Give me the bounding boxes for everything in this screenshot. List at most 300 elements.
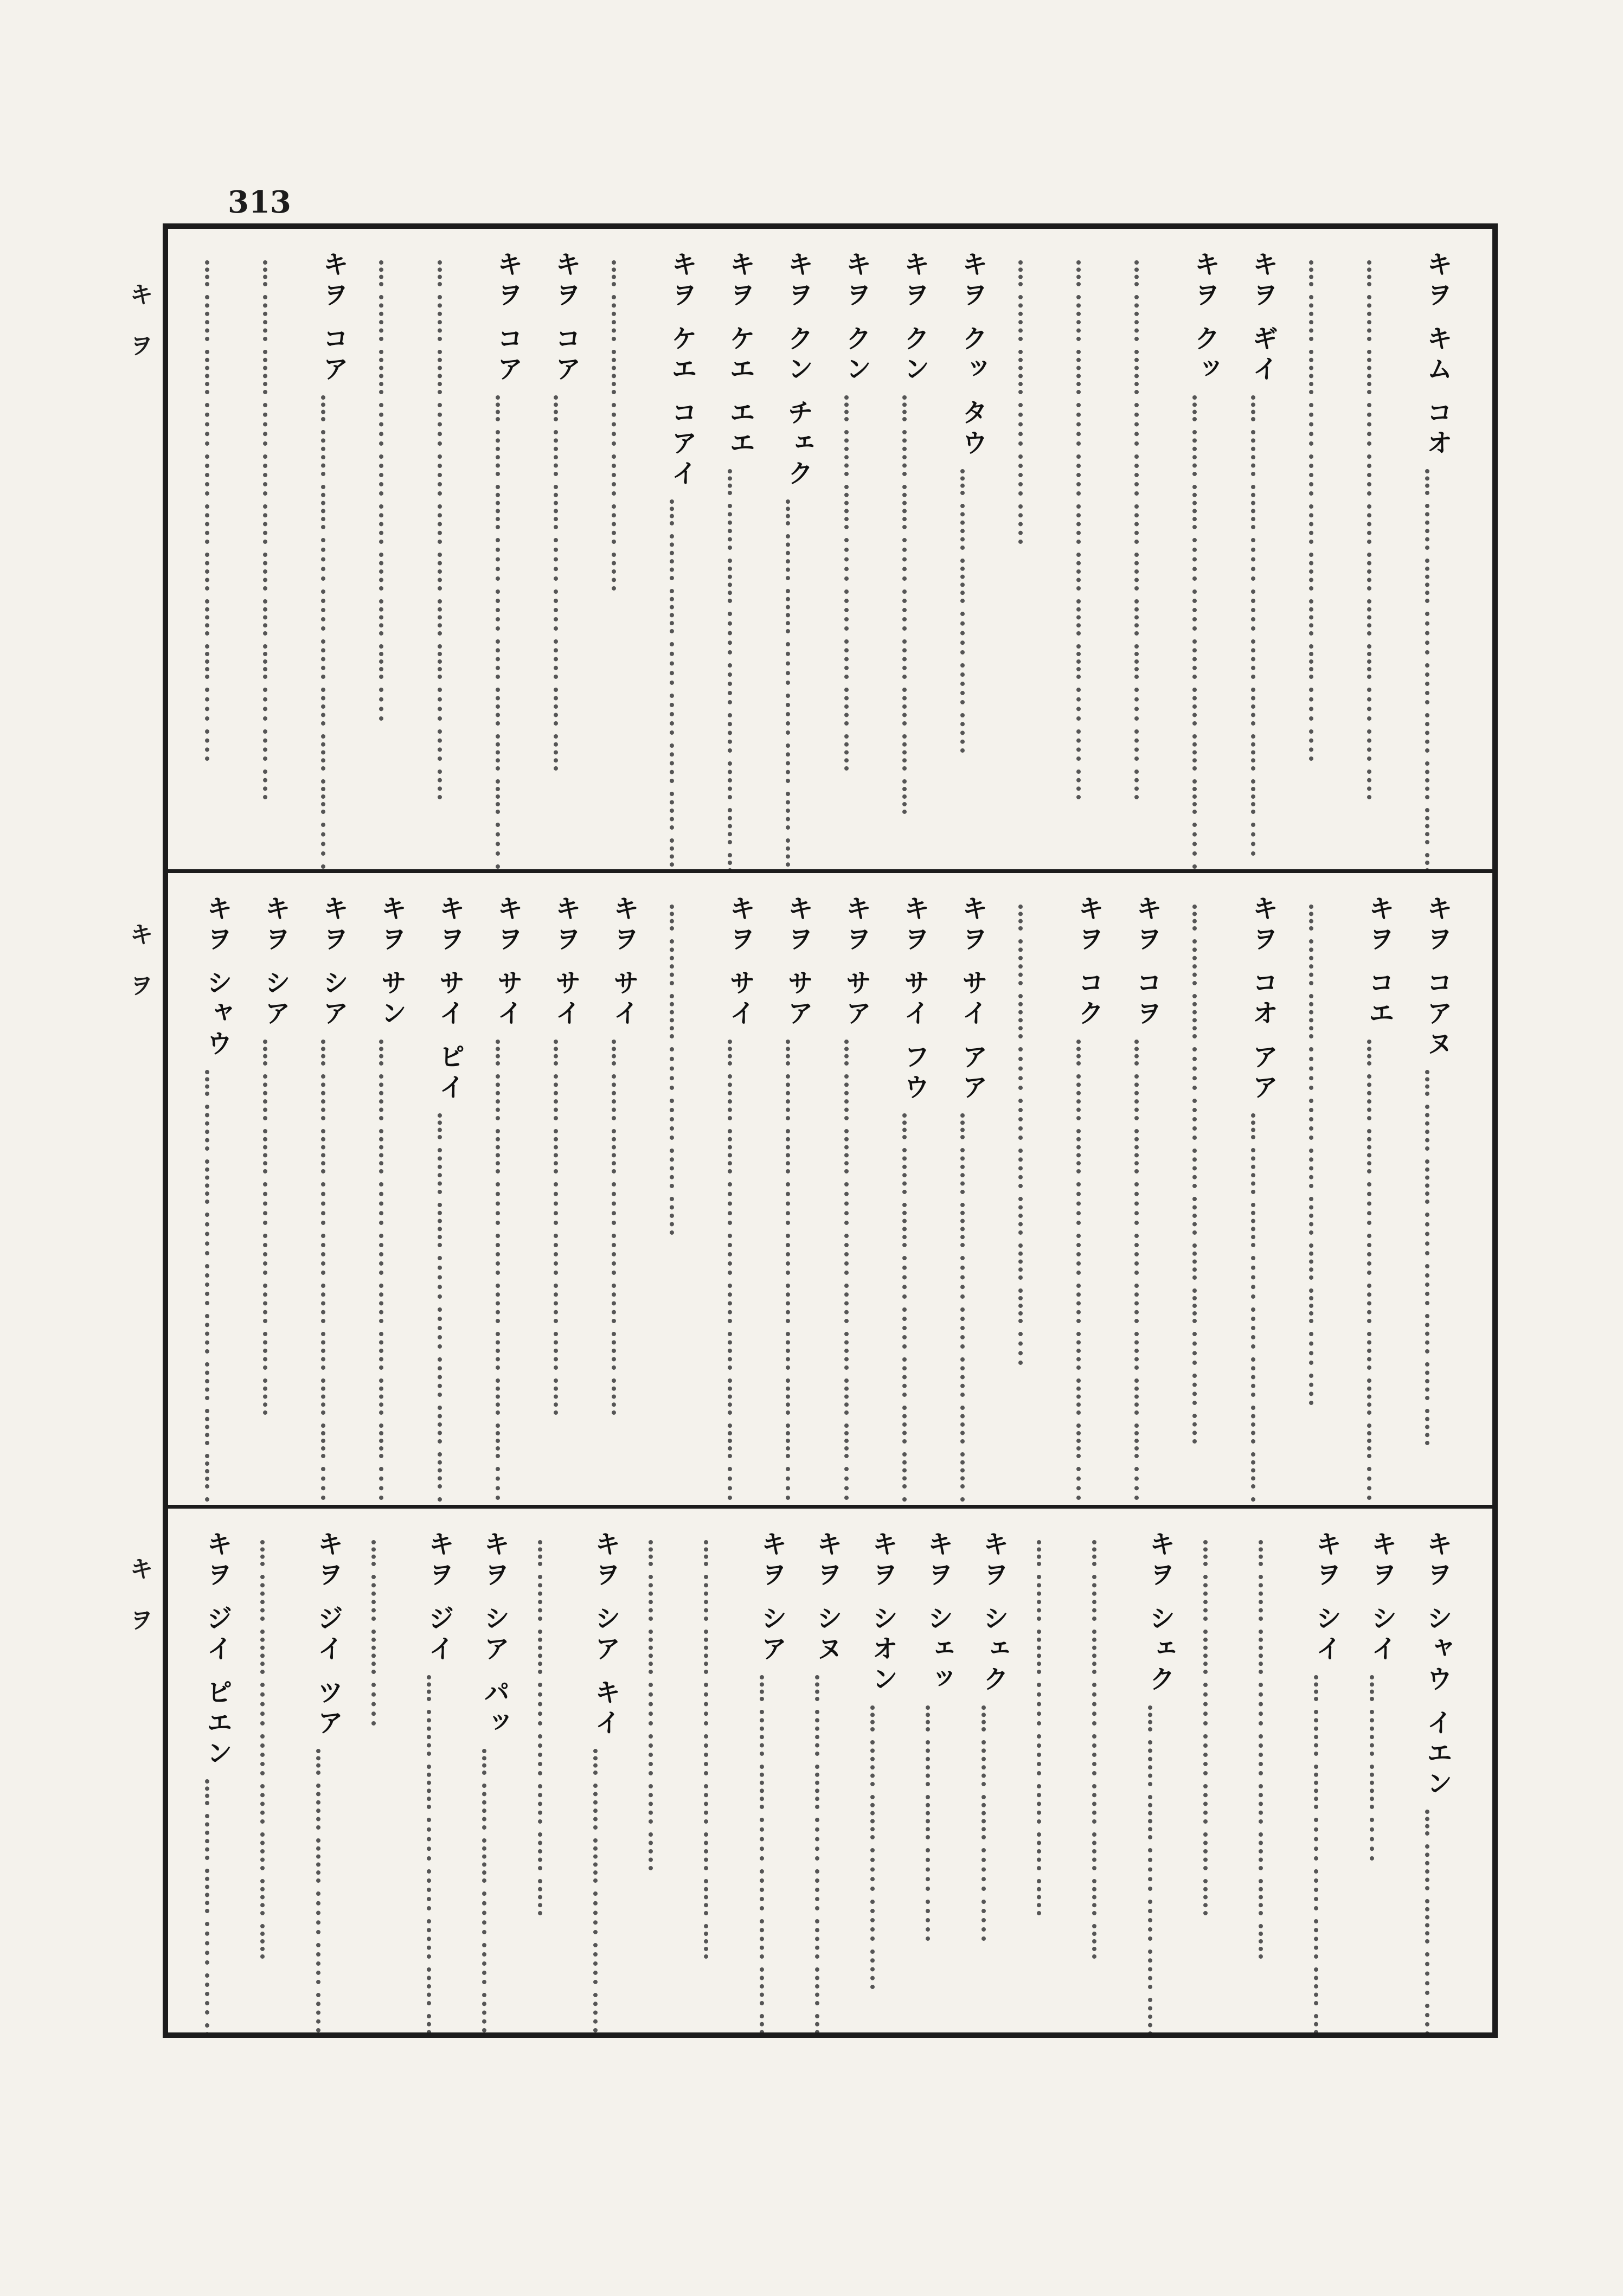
text-line	[728, 469, 753, 495]
text-line	[728, 1129, 753, 1173]
text-line	[321, 639, 346, 679]
text-line	[612, 350, 637, 394]
text-line	[1367, 454, 1392, 496]
text-line	[321, 823, 346, 856]
text-line	[1425, 469, 1450, 495]
entry-body-text	[1092, 1540, 1117, 1967]
text-line	[1076, 504, 1101, 544]
text-line	[844, 1378, 869, 1415]
text-line	[316, 1891, 341, 1934]
text-line	[786, 1423, 811, 1458]
text-line	[438, 1452, 463, 1489]
text-line	[786, 499, 811, 525]
text-line	[670, 743, 695, 783]
entry-body-text	[205, 1779, 230, 2032]
text-line	[1251, 639, 1276, 679]
entry-body-text	[1425, 1070, 1450, 1454]
entry-body-text	[427, 1675, 452, 2032]
dictionary-entry	[317, 251, 350, 848]
text-line	[844, 734, 869, 771]
text-line	[554, 1284, 579, 1323]
text-line	[321, 589, 346, 631]
text-line	[612, 1332, 637, 1370]
page-number: 313	[228, 184, 291, 220]
text-line	[926, 1795, 951, 1839]
entry-body-text	[982, 1705, 1006, 1949]
text-line	[1425, 1159, 1450, 1204]
text-line	[1192, 430, 1217, 476]
entry-headword: キヲ サイ	[608, 895, 639, 1030]
text-line	[1251, 430, 1276, 476]
text-line	[554, 1234, 579, 1275]
text-line	[1076, 688, 1101, 721]
text-line	[1134, 1234, 1159, 1275]
entry-body-text	[371, 1540, 396, 1734]
text-line	[205, 295, 230, 341]
dictionary-entry	[1254, 1530, 1288, 2011]
text-line	[1134, 403, 1159, 446]
entry-headword: キヲ コア	[318, 251, 349, 386]
text-line	[1134, 1129, 1159, 1173]
text-line	[321, 1423, 346, 1458]
text-line	[1251, 734, 1276, 771]
entry-body-text	[593, 1749, 618, 2032]
text-line	[1425, 612, 1450, 655]
entry-body-text	[1192, 395, 1217, 873]
text-line	[1367, 504, 1392, 544]
text-line	[205, 553, 230, 591]
text-line	[1309, 1288, 1334, 1323]
text-line	[205, 644, 230, 679]
text-line	[1134, 1182, 1159, 1225]
text-line	[704, 1540, 729, 1566]
text-line	[205, 1105, 230, 1151]
entry-headword: キヲ コク	[1073, 895, 1104, 1030]
text-line	[379, 1423, 404, 1458]
text-line	[205, 1159, 230, 1204]
dictionary-entry	[1014, 895, 1048, 1483]
text-line	[496, 1129, 521, 1173]
text-line	[438, 729, 463, 761]
text-line	[438, 688, 463, 721]
text-line	[1037, 1540, 1062, 1566]
text-line	[1076, 454, 1101, 496]
text-line	[960, 1307, 985, 1349]
text-line	[844, 1467, 869, 1500]
dictionary-entry	[755, 1530, 789, 2011]
text-line	[205, 2023, 230, 2032]
text-line	[205, 1362, 230, 1400]
text-line	[496, 1467, 521, 1500]
text-line	[593, 1784, 618, 1830]
text-line	[815, 1765, 840, 1809]
text-line	[786, 589, 811, 633]
dictionary-entry	[781, 251, 815, 848]
text-line	[902, 1203, 927, 1247]
text-line	[438, 403, 463, 446]
text-line	[612, 1040, 637, 1066]
text-line	[844, 688, 869, 726]
entry-headword: キヲ シア	[318, 895, 349, 1030]
text-line	[1192, 538, 1217, 581]
text-line	[205, 1869, 230, 1913]
text-line	[205, 504, 230, 544]
text-line	[1037, 1832, 1062, 1870]
text-line	[902, 485, 927, 529]
text-line	[1259, 1734, 1284, 1775]
text-line	[1076, 1182, 1101, 1225]
text-line	[1251, 485, 1276, 529]
entry-headword: キヲ シヌ	[812, 1530, 843, 1665]
text-line	[496, 538, 521, 581]
text-line	[1259, 1784, 1284, 1824]
text-line	[438, 454, 463, 496]
text-line	[1367, 1284, 1392, 1323]
text-line	[1309, 688, 1334, 721]
dictionary-entry	[898, 251, 932, 848]
text-line	[612, 1074, 637, 1120]
text-line	[1192, 905, 1217, 931]
text-line	[379, 1074, 404, 1120]
text-line	[321, 1467, 346, 1500]
text-line	[1367, 1040, 1392, 1066]
text-line	[1314, 1765, 1339, 1809]
text-line	[438, 1203, 463, 1247]
text-line	[538, 1575, 563, 1621]
text-line	[1192, 1414, 1217, 1444]
text-line	[1076, 1040, 1101, 1066]
text-line	[728, 1284, 753, 1323]
text-line	[1425, 1952, 1450, 1995]
dictionary-entry	[1088, 1530, 1121, 2011]
text-line	[786, 1234, 811, 1275]
text-line	[844, 639, 869, 679]
text-line	[496, 1234, 521, 1275]
text-line	[538, 1540, 563, 1566]
text-line	[844, 1074, 869, 1120]
entry-headword: キヲ クン	[841, 251, 872, 386]
text-line	[1192, 589, 1217, 631]
text-line	[670, 905, 695, 931]
entry-headword: キヲ コア	[550, 251, 581, 386]
text-line	[263, 1234, 288, 1275]
text-line	[728, 663, 753, 704]
text-line	[554, 1040, 579, 1066]
text-line	[612, 1234, 637, 1275]
text-line	[1134, 769, 1159, 799]
text-line	[960, 713, 985, 753]
entry-body-text	[316, 1749, 341, 2032]
text-line	[670, 838, 695, 873]
text-line	[1309, 1149, 1334, 1188]
text-line	[205, 1922, 230, 1965]
entry-body-text	[1076, 1040, 1101, 1509]
text-line	[1425, 853, 1450, 873]
text-line	[902, 395, 927, 421]
text-line	[438, 1357, 463, 1397]
text-line	[438, 1497, 463, 1509]
text-line	[1192, 1288, 1217, 1323]
entry-headword: キヲ サイ	[492, 895, 523, 1030]
text-line	[1367, 553, 1392, 591]
text-line	[844, 1129, 869, 1173]
entry-body-text	[1203, 1540, 1228, 1924]
text-line	[728, 559, 753, 603]
text-line	[1192, 1149, 1217, 1188]
text-line	[786, 1182, 811, 1225]
text-line	[1425, 1810, 1450, 1836]
text-line	[1018, 1332, 1043, 1365]
entry-body-text	[960, 469, 985, 761]
text-line	[482, 1943, 507, 1984]
text-line	[1367, 403, 1392, 446]
text-line	[427, 1710, 452, 1756]
entry-headword: キヲ シャウ	[202, 895, 233, 1060]
text-line	[554, 688, 579, 726]
text-line	[554, 1074, 579, 1120]
text-line	[1425, 1314, 1450, 1354]
text-line	[1192, 1197, 1217, 1235]
text-line	[438, 504, 463, 544]
text-line	[205, 729, 230, 761]
text-line	[1309, 1099, 1334, 1140]
text-line	[1076, 1332, 1101, 1370]
text-line	[482, 1891, 507, 1934]
text-line	[1092, 1924, 1117, 1959]
entry-body-text	[1251, 1113, 1276, 1509]
text-line	[902, 734, 927, 771]
text-line	[1018, 905, 1043, 931]
text-line	[538, 1784, 563, 1824]
text-line	[205, 1973, 230, 2015]
text-line	[1134, 295, 1159, 341]
text-line	[1367, 1378, 1392, 1415]
entry-headword: キヲ シイ	[1311, 1530, 1342, 1665]
text-line	[982, 1740, 1006, 1786]
text-line	[554, 734, 579, 771]
text-line	[902, 430, 927, 476]
text-line	[786, 1129, 811, 1173]
entry-body-text	[438, 260, 463, 808]
text-line	[926, 1900, 951, 1941]
entry-headword: キヲ シェク	[1145, 1530, 1176, 1696]
dictionary-entry	[665, 895, 699, 1483]
text-line	[205, 599, 230, 636]
text-line	[496, 779, 521, 814]
dictionary-entry	[1421, 251, 1454, 848]
text-line	[321, 1074, 346, 1120]
text-line	[1148, 1795, 1173, 1839]
text-line	[1134, 1074, 1159, 1120]
dictionary-entry	[1421, 1530, 1454, 2011]
text-line	[786, 1284, 811, 1323]
text-line	[427, 1765, 452, 1809]
text-line	[1092, 1683, 1117, 1726]
text-line	[982, 1705, 1006, 1731]
text-line	[1251, 538, 1276, 581]
text-line	[379, 599, 404, 636]
text-line	[1370, 1765, 1395, 1809]
text-line	[263, 599, 288, 636]
running-head-band-3: キヲ	[125, 1556, 153, 1658]
text-line	[1425, 663, 1450, 704]
text-line	[316, 1993, 341, 2032]
text-line	[379, 260, 404, 286]
text-line	[1148, 1705, 1173, 1731]
running-head-band-1: キヲ	[125, 282, 153, 384]
text-line	[260, 1784, 285, 1824]
text-line	[438, 1406, 463, 1444]
text-line	[870, 1900, 895, 1941]
text-line	[902, 688, 927, 726]
text-line	[1251, 1148, 1276, 1194]
dictionary-entry	[312, 1530, 345, 2011]
text-line	[704, 1630, 729, 1674]
text-line	[1092, 1879, 1117, 1915]
text-line	[612, 553, 637, 591]
text-line	[704, 1879, 729, 1915]
text-line	[1425, 559, 1450, 603]
dictionary-band	[168, 229, 1492, 873]
dictionary-entry	[534, 1530, 567, 2011]
text-line	[902, 779, 927, 814]
running-head-band-2: キヲ	[125, 922, 153, 1024]
text-line	[1367, 1423, 1392, 1458]
text-line	[1251, 1406, 1276, 1444]
entry-headword: キヲ シア	[756, 1530, 787, 1665]
text-line	[554, 1182, 579, 1225]
text-line	[321, 1182, 346, 1225]
text-line	[1192, 734, 1217, 771]
text-line	[1203, 1832, 1228, 1870]
text-line	[728, 612, 753, 655]
text-line	[482, 1993, 507, 2032]
text-line	[438, 350, 463, 394]
entry-headword: キヲ サア	[841, 895, 872, 1030]
text-line	[496, 485, 521, 529]
text-line	[1134, 1040, 1159, 1066]
entry-headword: キヲ サイ アア	[957, 895, 988, 1104]
text-line	[728, 504, 753, 550]
dictionary-entry	[491, 251, 525, 848]
text-line	[1425, 2004, 1450, 2032]
entry-headword: キヲ ギイ	[1248, 251, 1279, 386]
text-line	[760, 1967, 785, 2005]
text-line	[612, 504, 637, 544]
text-line	[1425, 1105, 1450, 1151]
text-line	[538, 1832, 563, 1870]
entry-body-text	[205, 260, 230, 769]
dictionary-entry	[1363, 895, 1396, 1483]
dictionary-entry	[256, 1530, 290, 2011]
text-line	[496, 1378, 521, 1415]
text-line	[1259, 1630, 1284, 1674]
text-line	[960, 612, 985, 655]
entry-body-text	[786, 1040, 811, 1509]
text-line	[263, 260, 288, 286]
text-line	[960, 1357, 985, 1397]
entry-headword: キヲ サイ	[724, 895, 755, 1030]
entry-body-text	[438, 1113, 463, 1509]
text-line	[728, 1182, 753, 1225]
dictionary-entry	[898, 895, 932, 1483]
dictionary-entry	[977, 1530, 1011, 2011]
entry-body-text	[1076, 260, 1101, 808]
text-line	[612, 454, 637, 496]
entry-body-text	[786, 499, 811, 873]
entry-body-text	[538, 1540, 563, 1924]
text-line	[1134, 1423, 1159, 1458]
text-line	[263, 454, 288, 496]
text-line	[1309, 729, 1334, 761]
entry-body-text	[379, 260, 404, 729]
text-line	[1367, 1129, 1392, 1173]
text-line	[926, 1705, 951, 1731]
text-line	[554, 639, 579, 679]
text-line	[438, 1307, 463, 1349]
text-line	[786, 792, 811, 830]
text-line	[1259, 1879, 1284, 1915]
text-line	[728, 1332, 753, 1370]
text-line	[844, 1284, 869, 1323]
text-line	[205, 1264, 230, 1305]
text-line	[1192, 1243, 1217, 1280]
text-line	[612, 295, 637, 341]
text-line	[1192, 485, 1217, 529]
text-line	[1309, 1332, 1334, 1365]
text-line	[1018, 994, 1043, 1038]
text-line	[1309, 1197, 1334, 1235]
text-line	[554, 395, 579, 421]
text-line	[786, 1040, 811, 1066]
entry-headword: キヲ ジイ	[424, 1530, 454, 1665]
text-line	[815, 1818, 840, 1861]
dictionary-entry	[723, 251, 757, 848]
text-line	[1309, 350, 1334, 394]
text-line	[1203, 1784, 1228, 1824]
text-line	[593, 1749, 618, 1775]
text-line	[1309, 644, 1334, 679]
entry-body-text	[263, 1040, 288, 1423]
text-line	[554, 1129, 579, 1173]
text-line	[1134, 599, 1159, 636]
text-line	[670, 1099, 695, 1140]
text-line	[321, 1332, 346, 1370]
text-line	[902, 1113, 927, 1139]
entry-body-text	[1367, 260, 1392, 808]
dictionary-entry	[1130, 895, 1164, 1483]
text-line	[1367, 1467, 1392, 1500]
entry-body-text	[704, 1540, 729, 1967]
text-line	[612, 1284, 637, 1323]
dictionary-entry	[367, 1530, 401, 2011]
text-line	[704, 1784, 729, 1824]
text-line	[960, 1148, 985, 1194]
entry-body-text	[902, 395, 927, 823]
entry-headword: キヲ シア	[260, 895, 291, 1030]
entry-body-text	[554, 395, 579, 779]
entry-headword: キヲ サイ	[550, 895, 581, 1030]
text-line	[982, 1848, 1006, 1891]
text-line	[1076, 1378, 1101, 1415]
text-line	[612, 260, 637, 286]
text-line	[815, 1869, 840, 1910]
entry-body-text	[902, 1113, 927, 1509]
text-line	[482, 1784, 507, 1830]
text-line	[379, 644, 404, 679]
dictionary-entry	[1247, 895, 1280, 1483]
text-line	[1076, 1284, 1101, 1323]
